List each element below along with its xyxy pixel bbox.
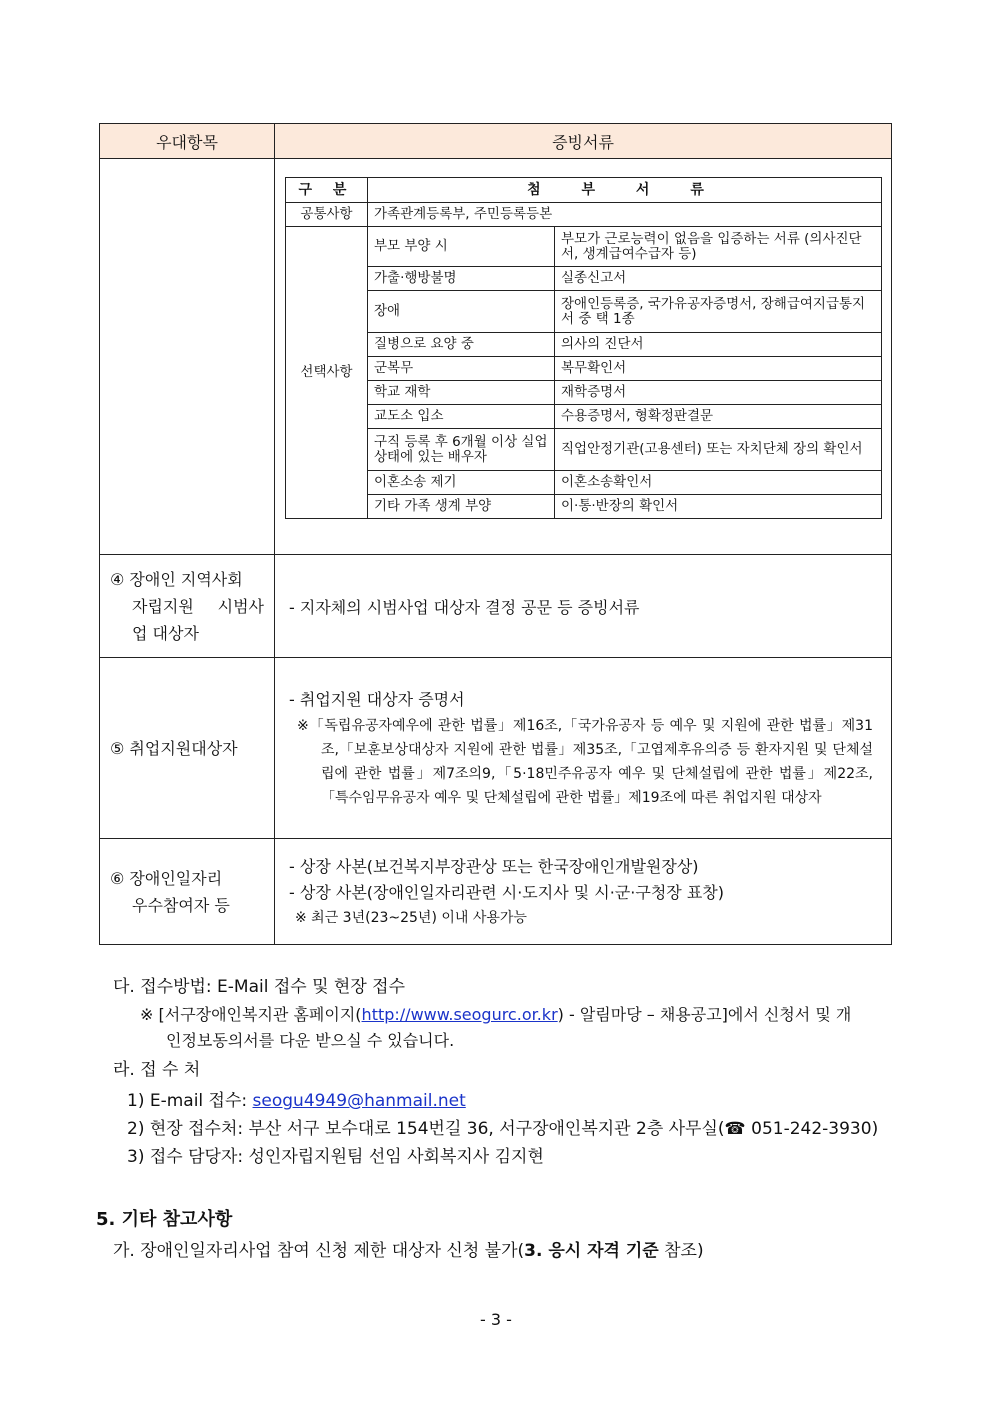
- docs-cell: 부모가 근로능력이 없음을 입증하는 서류 (의사진단서, 생계급여수급자 등): [555, 227, 882, 267]
- contact-person-item: 3) 접수 담당자: 성인자립지원팀 선임 사회복지사 김지현: [127, 1147, 544, 1167]
- docs-cell: 재학증명서: [555, 381, 882, 405]
- section5-title: 5. 기타 참고사항: [96, 1209, 233, 1230]
- docs-cell: 의사의 진단서: [555, 333, 882, 357]
- section-da-note: ※ [서구장애인복지관 홈페이지(http://www.seogurc.or.kr) - 알림마당 – 채용공고]에서 신청서 및 개: [140, 1005, 852, 1024]
- row6-label-line1: ⑥ 장애인일자리: [110, 868, 223, 888]
- header-preference-item: 우대항목: [100, 124, 275, 159]
- common-docs: 가족관계등록부, 주민등록등본: [368, 203, 882, 227]
- case-cell: 기타 가족 생계 부양: [368, 495, 555, 519]
- case-cell: 부모 부양 시: [368, 227, 555, 267]
- email-link[interactable]: seogu4949@hanmail.net: [252, 1091, 466, 1111]
- common-label: 공통사항: [286, 203, 368, 227]
- docs-cell: 직업안정기관(고용센터) 또는 자치단체 장의 확인서: [555, 429, 882, 471]
- docs-cell: 실종신고서: [555, 267, 882, 291]
- page-number: - 3 -: [480, 1310, 512, 1329]
- row4-label-line2: 자립지원 시범사: [132, 596, 264, 616]
- section-ra-title: 라. 접 수 처: [113, 1060, 201, 1080]
- homepage-link[interactable]: http://www.seogurc.or.kr: [361, 1005, 558, 1024]
- row6-label-line2: 우수참여자 등: [132, 895, 230, 915]
- select-label: 선택사항: [286, 227, 368, 519]
- phone-icon: ☎: [724, 1119, 746, 1139]
- case-cell: 교도소 입소: [368, 405, 555, 429]
- row5-content: - 취업지원 대상자 증명서: [289, 689, 465, 709]
- row6-content1: - 상장 사본(보건복지부장관상 또는 한국장애인개발원장상): [289, 856, 699, 876]
- docs-cell: 이·통·반장의 확인서: [555, 495, 882, 519]
- row5-note: ※「독립유공자예우에 관한 법률」제16조,「국가유공자 등 예우 및 지원에 관한 법률」제31조,「보훈보상대상자 지원에 관한 법률」제35조,「고엽제후유의증 등 환자지원 및 단체설립에 관한 법률」제7조의9,「5·18민주유공자 예우 및 단체설립에 관한 법률」제22조,「특수임무유공자 예우 및 단체설립에 관한 법률」제19조에 따른 취업지원 대상자: [297, 717, 873, 806]
- email-item: 1) E-mail 접수: seogu4949@hanmail.net: [127, 1091, 466, 1111]
- preference-table: [99, 123, 892, 945]
- inner-header-category: 구 분: [286, 178, 368, 203]
- section5-line: 가. 장애인일자리사업 참여 신청 제한 대상자 신청 불가(3. 응시 자격 기준 참조): [113, 1241, 704, 1261]
- docs-cell: 복무확인서: [555, 357, 882, 381]
- case-cell: 질병으로 요양 중: [368, 333, 555, 357]
- docs-cell: 수용증명서, 형확정판결문: [555, 405, 882, 429]
- section-da-title: 다. 접수방법: E-Mail 접수 및 현장 접수: [113, 977, 406, 997]
- header-documents: 증빙서류: [275, 124, 892, 159]
- family-documents-table: [285, 177, 882, 519]
- family-support-label-cell: [100, 159, 275, 555]
- case-cell: 가출·행방불명: [368, 267, 555, 291]
- case-cell: 구직 등록 후 6개월 이상 실업상태에 있는 배우자: [368, 429, 555, 471]
- section-da-note-line2: 인정보동의서를 다운 받으실 수 있습니다.: [166, 1031, 455, 1050]
- row4-label-line3: 업 대상자: [132, 623, 199, 643]
- row6-label: [100, 839, 275, 945]
- row6-content2: - 상장 사본(장애인일자리관련 시·도지사 및 시·군·구청장 표창): [289, 882, 724, 902]
- row4-label: [100, 555, 275, 658]
- docs-cell: 장애인등록증, 국가유공자증명서, 장해급여지급통지서 중 택 1종: [555, 291, 882, 333]
- row4-content: - 지자체의 시범사업 대상자 결정 공문 등 증빙서류: [275, 555, 892, 658]
- case-cell: 이혼소송 제기: [368, 471, 555, 495]
- case-cell: 학교 재학: [368, 381, 555, 405]
- office-item: 2) 현장 접수처: 부산 서구 보수대로 154번길 36, 서구장애인복지관 2층 사무실(☎ 051-242-3930): [127, 1119, 879, 1139]
- row4-label-line1: ④ 장애인 지역사회: [110, 569, 243, 589]
- docs-cell: 이혼소송확인서: [555, 471, 882, 495]
- inner-header-attachments: 첨 부 서 류: [368, 178, 882, 203]
- row6-note: ※ 최근 3년(23~25년) 이내 사용가능: [295, 909, 527, 926]
- case-cell: 군복무: [368, 357, 555, 381]
- row5-label: ⑤ 취업지원대상자: [100, 658, 275, 839]
- case-cell: 장애: [368, 291, 555, 333]
